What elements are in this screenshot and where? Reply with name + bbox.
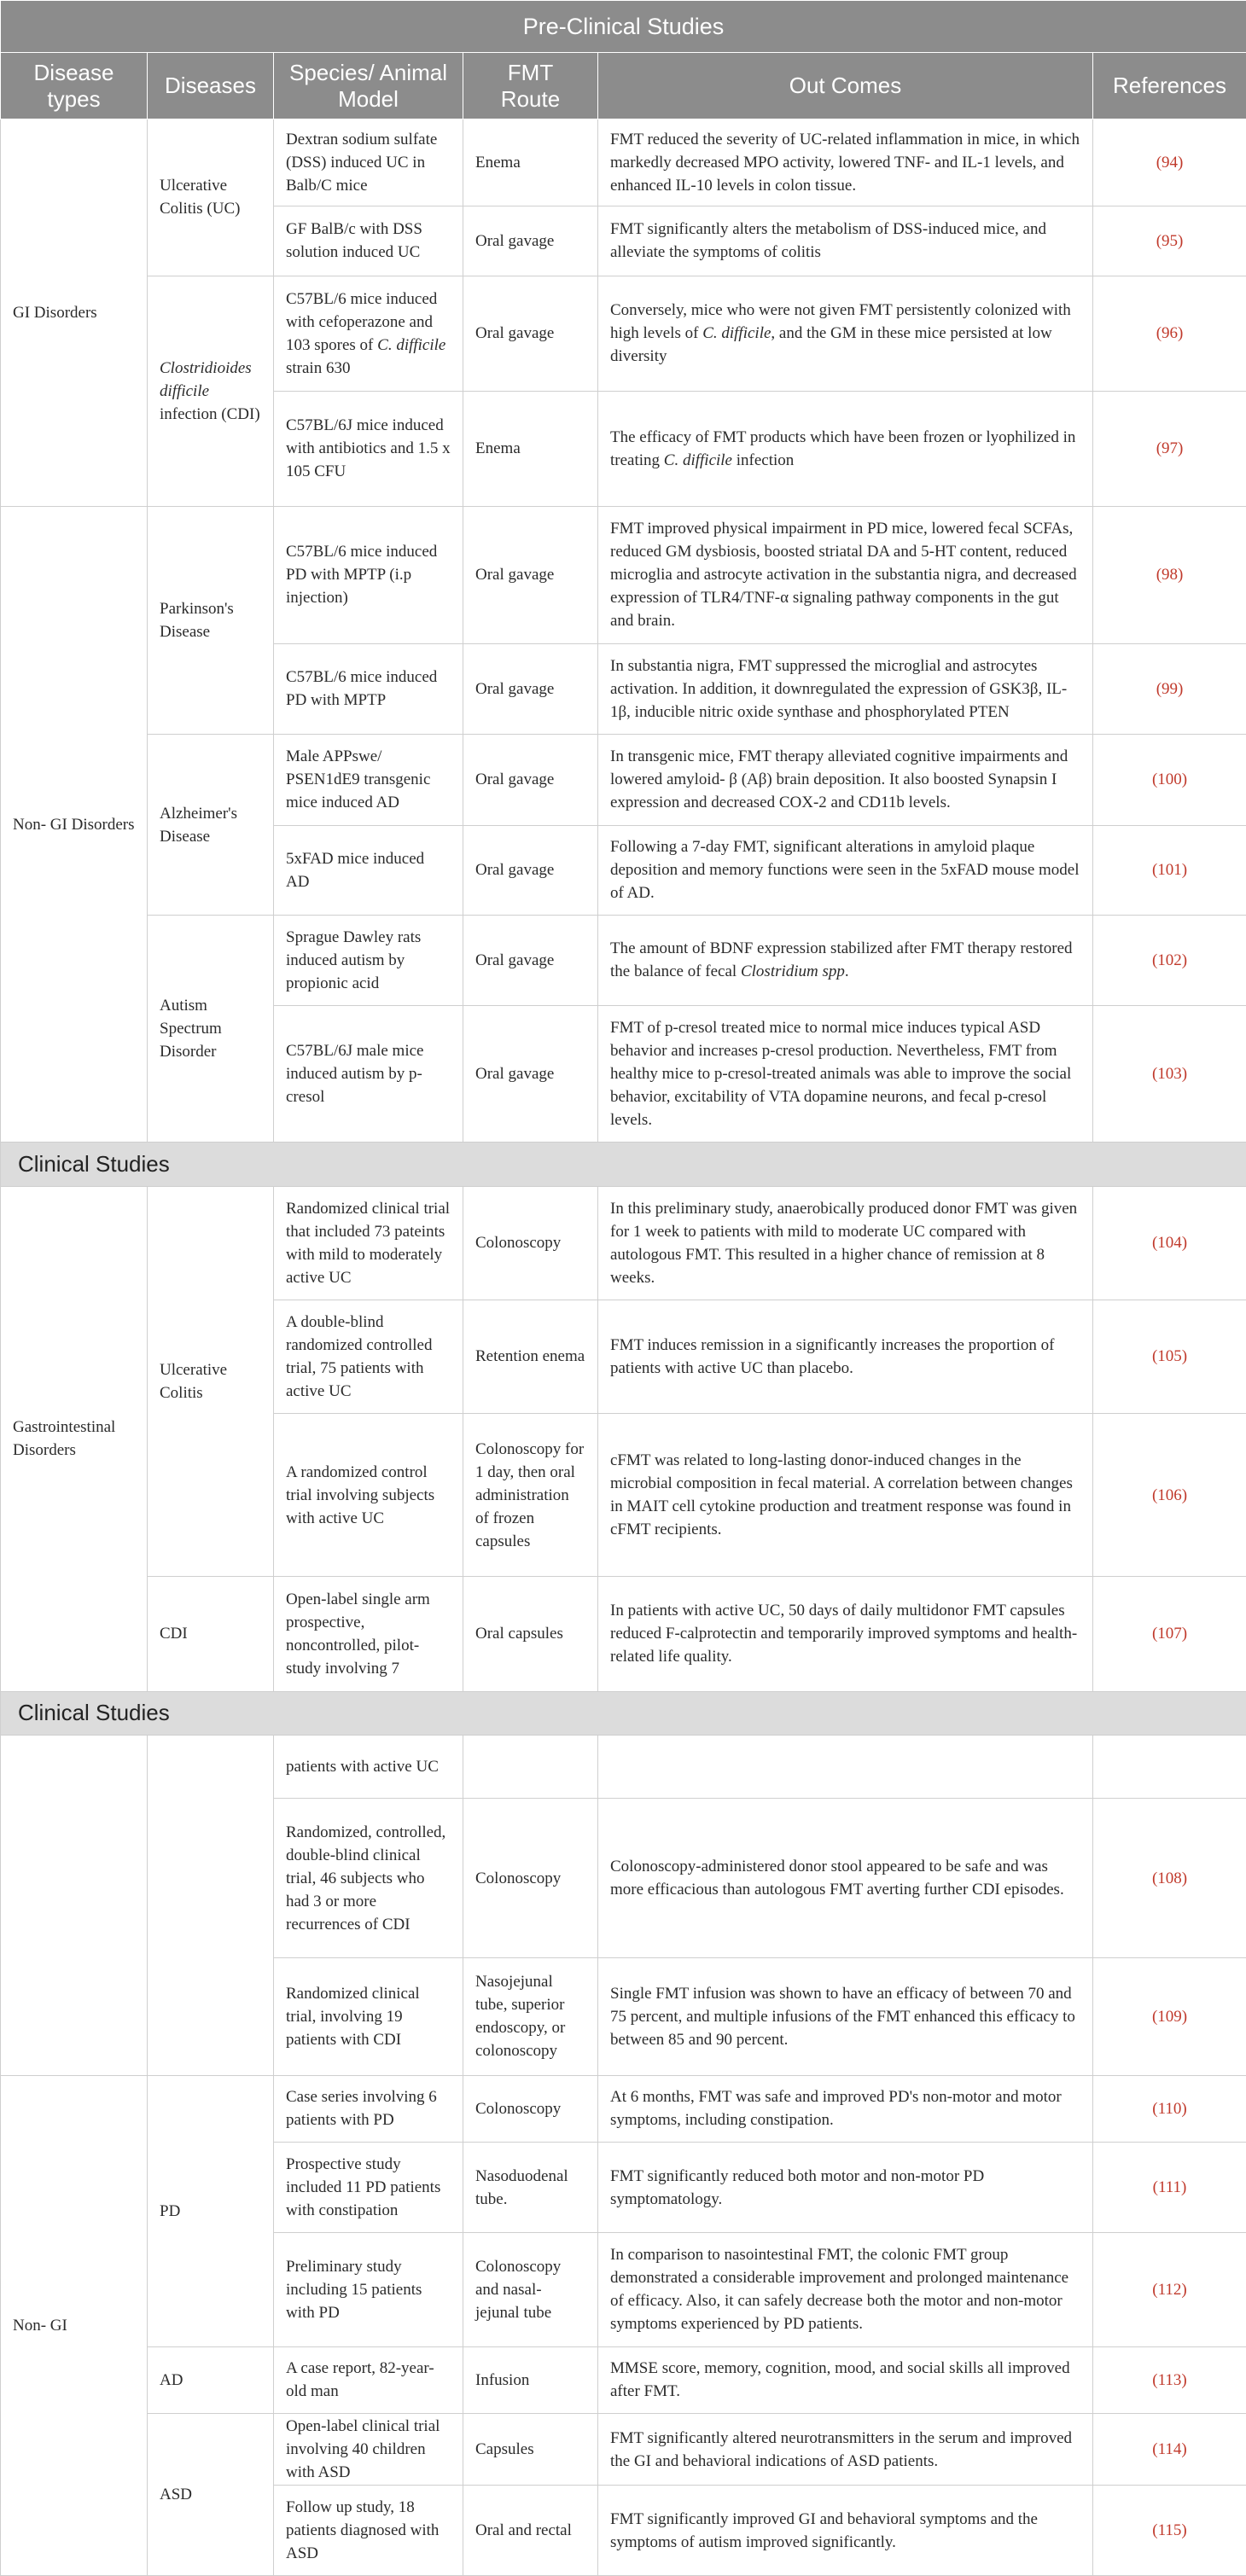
reference-link[interactable]: (113) — [1093, 2346, 1246, 2414]
col-header-disease-types: Disease types — [1, 53, 148, 119]
route-cell: Oral gavage — [463, 206, 598, 276]
route-cell: Colonoscopy — [463, 1799, 598, 1957]
model-cell: C57BL/6 mice induced PD with MPTP (i.p injection) — [274, 506, 463, 643]
model-cell: patients with active UC — [274, 1735, 463, 1799]
outcome-cell: In patients with active UC, 50 days of daily multidonor FMT capsules reduced F-calprotectin and temporarily improved symptoms and health-related life quality. — [598, 1577, 1093, 1691]
model-cell: A double-blind randomized controlled trial, 75 patients with active UC — [274, 1300, 463, 1413]
reference-link[interactable]: (110) — [1093, 2076, 1246, 2143]
route-cell: Oral gavage — [463, 735, 598, 826]
outcome-cell: Single FMT infusion was shown to have an efficacy of between 70 and 75 percent, and multiple infusions of the FMT enhanced this efficacy to between 85 and 90 percent. — [598, 1957, 1093, 2075]
reference-link[interactable]: (108) — [1093, 1799, 1246, 1957]
model-cell: Dextran sodium sulfate (DSS) induced UC in Balb/C mice — [274, 119, 463, 206]
model-cell: Prospective study included 11 PD patients with constipation — [274, 2142, 463, 2233]
model-cell: C57BL/6J mice induced with antibiotics and 1.5 x 105 CFU — [274, 391, 463, 506]
outcome-cell: The efficacy of FMT products which have been frozen or lyophilized in treating C. difficile infection — [598, 391, 1093, 506]
disease-cell: Alzheimer's Disease — [148, 735, 274, 916]
route-cell: Oral gavage — [463, 276, 598, 391]
model-cell: Randomized, controlled, double-blind clinical trial, 46 subjects who had 3 or more recurrences of CDI — [274, 1799, 463, 1957]
outcome-cell: FMT of p-cresol treated mice to normal mice induces typical ASD behavior and increases p-cresol production. Nevertheless, FMT from healthy mice to p-cresol-treated animals was able to improve the social behavior, excitability of VTA dopamine neurons, and fecal p-cresol levels. — [598, 1005, 1093, 1143]
table-row — [1, 1735, 1246, 1799]
route-cell: Nasojejunal tube, superior endoscopy, or colonoscopy — [463, 1957, 598, 2075]
table-row — [1, 1186, 1246, 1300]
model-cell: C57BL/6 mice induced with cefoperazone and 103 spores of C. difficile strain 630 — [274, 276, 463, 391]
outcome-cell: FMT significantly alters the metabolism of DSS-induced mice, and alleviate the symptoms of colitis — [598, 206, 1093, 276]
disease-cell: Autism Spectrum Disorder — [148, 916, 274, 1143]
outcome-cell: MMSE score, memory, cognition, mood, and social skills all improved after FMT. — [598, 2346, 1093, 2414]
reference-link[interactable]: (97) — [1093, 391, 1246, 506]
outcome-cell: Colonoscopy-administered donor stool appeared to be safe and was more efficacious than autologous FMT averting further CDI episodes. — [598, 1799, 1093, 1957]
outcome-cell: Following a 7-day FMT, significant alterations in amyloid plaque deposition and memory functions were seen in the 5xFAD mouse model of AD. — [598, 825, 1093, 915]
section-heading: Clinical Studies — [1, 1143, 1246, 1186]
reference-link[interactable]: (98) — [1093, 506, 1246, 643]
reference-link[interactable]: (111) — [1093, 2142, 1246, 2233]
title-row — [1, 1, 1246, 53]
disease-cell: PD — [148, 2076, 274, 2346]
route-cell: Oral gavage — [463, 506, 598, 643]
outcome-cell: FMT reduced the severity of UC-related inflammation in mice, in which markedly decreased MPO activity, lowered TNF- and IL-1 levels, and enhanced IL-10 levels in colon tissue. — [598, 119, 1093, 206]
table-row — [1, 916, 1246, 1005]
disease-type-cell: GI Disorders — [1, 119, 148, 507]
outcome-cell: The amount of BDNF expression stabilized after FMT therapy restored the balance of fecal Clostridium spp. — [598, 916, 1093, 1005]
route-cell: Oral and rectal — [463, 2486, 598, 2576]
reference-link[interactable]: (104) — [1093, 1186, 1246, 1300]
model-cell: Follow up study, 18 patients diagnosed with ASD — [274, 2486, 463, 2576]
disease-type-cell: Non- GI — [1, 2076, 148, 2576]
route-cell: Oral capsules — [463, 1577, 598, 1691]
route-cell: Colonoscopy — [463, 2076, 598, 2143]
table-row — [1, 119, 1246, 206]
disease-cell: Ulcerative Colitis (UC) — [148, 119, 274, 276]
disease-cell: AD — [148, 2346, 274, 2414]
route-cell: Capsules — [463, 2414, 598, 2486]
model-cell: Male APPswe/ PSEN1dE9 transgenic mice induced AD — [274, 735, 463, 826]
disease-cell — [148, 1735, 274, 2075]
col-header-outcomes: Out Comes — [598, 53, 1093, 119]
reference-link[interactable]: (101) — [1093, 825, 1246, 915]
route-cell: Colonoscopy for 1 day, then oral administration of frozen capsules — [463, 1413, 598, 1577]
route-cell: Oral gavage — [463, 643, 598, 735]
section-row — [1, 1143, 1246, 1186]
section-row — [1, 1691, 1246, 1735]
outcome-cell: FMT significantly altered neurotransmitters in the serum and improved the GI and behavioral indications of ASD patients. — [598, 2414, 1093, 2486]
route-cell: Enema — [463, 391, 598, 506]
col-header-references: References — [1093, 53, 1246, 119]
reference-link[interactable]: (99) — [1093, 643, 1246, 735]
route-cell: Oral gavage — [463, 825, 598, 915]
model-cell: Preliminary study including 15 patients with PD — [274, 2233, 463, 2346]
route-cell: Oral gavage — [463, 1005, 598, 1143]
model-cell: Open-label single arm prospective, noncontrolled, pilot-study involving 7 — [274, 1577, 463, 1691]
outcome-cell: In this preliminary study, anaerobically produced donor FMT was given for 1 week to patients with mild to moderate UC compared with autologous FMT. This resulted in a higher chance of remission at 8 weeks. — [598, 1186, 1093, 1300]
reference-link[interactable]: (100) — [1093, 735, 1246, 826]
table-row — [1, 1577, 1246, 1691]
table-title: Pre-Clinical Studies — [1, 1, 1246, 53]
model-cell: A case report, 82-year-old man — [274, 2346, 463, 2414]
disease-cell — [148, 276, 274, 506]
disease-type-cell: Gastrointestinal Disorders — [1, 1186, 148, 1691]
model-cell: Open-label clinical trial involving 40 children with ASD — [274, 2414, 463, 2486]
col-header-route: FMT Route — [463, 53, 598, 119]
reference-link[interactable]: (107) — [1093, 1577, 1246, 1691]
outcome-cell: In transgenic mice, FMT therapy alleviated cognitive impairments and lowered amyloid- β (Aβ) brain deposition. It also boosted Synapsin I expression and decreased COX-2 and CD11b levels. — [598, 735, 1093, 826]
model-cell: Case series involving 6 patients with PD — [274, 2076, 463, 2143]
disease-cell: ASD — [148, 2414, 274, 2576]
table-row — [1, 506, 1246, 643]
table-row — [1, 735, 1246, 826]
table-row — [1, 2076, 1246, 2143]
model-cell: 5xFAD mice induced AD — [274, 825, 463, 915]
model-cell: A randomized control trial involving subjects with active UC — [274, 1413, 463, 1577]
section-heading: Clinical Studies — [1, 1691, 1246, 1735]
reference-link[interactable]: (112) — [1093, 2233, 1246, 2346]
table-row — [1, 2346, 1246, 2414]
reference-link[interactable]: (95) — [1093, 206, 1246, 276]
reference-link[interactable]: (102) — [1093, 916, 1246, 1005]
model-cell: GF BalB/c with DSS solution induced UC — [274, 206, 463, 276]
reference-link[interactable]: (94) — [1093, 119, 1246, 206]
disease-cell: Ulcerative Colitis — [148, 1186, 274, 1577]
disease-cell: Parkinson's Disease — [148, 506, 274, 734]
model-cell: Sprague Dawley rats induced autism by propionic acid — [274, 916, 463, 1005]
outcome-cell: FMT induces remission in a significantly increases the proportion of patients with active UC than placebo. — [598, 1300, 1093, 1413]
outcome-cell — [598, 1735, 1093, 1799]
reference-link[interactable]: (103) — [1093, 1005, 1246, 1143]
route-cell: Retention enema — [463, 1300, 598, 1413]
outcome-cell: Conversely, mice who were not given FMT persistently colonized with high levels of C. difficile, and the GM in these mice persisted at low diversity — [598, 276, 1093, 391]
route-cell: Enema — [463, 119, 598, 206]
route-cell: Nasoduodenal tube. — [463, 2142, 598, 2233]
model-cell: C57BL/6J male mice induced autism by p-cresol — [274, 1005, 463, 1143]
reference-link[interactable]: (115) — [1093, 2486, 1246, 2576]
route-cell: Oral gavage — [463, 916, 598, 1005]
disease-cell: CDI — [148, 1577, 274, 1691]
table-row — [1, 2414, 1246, 2486]
outcome-cell: In comparison to nasointestinal FMT, the colonic FMT group demonstrated a considerable improvement and prolonged maintenance of efficacy. Also, it can safely decrease both the motor and non-motor symptoms experienced by PD patients. — [598, 2233, 1093, 2346]
disease-name-rest: infection (CDI) — [160, 404, 260, 423]
outcome-cell: FMT significantly improved GI and behavioral symptoms and the symptoms of autism improved significantly. — [598, 2486, 1093, 2576]
col-header-model: Species/ Animal Model — [274, 53, 463, 119]
reference-link[interactable]: (96) — [1093, 276, 1246, 391]
reference-link[interactable]: (109) — [1093, 1957, 1246, 2075]
reference-link[interactable]: (105) — [1093, 1300, 1246, 1413]
reference-link[interactable]: (114) — [1093, 2414, 1246, 2486]
disease-name-italic: Clostridioides difficile — [160, 358, 252, 400]
col-header-diseases: Diseases — [148, 53, 274, 119]
outcome-cell: In substantia nigra, FMT suppressed the microglial and astrocytes activation. In addition, it downregulated the expression of GSK3β, IL-1β, inducible nitric oxide synthase and phosphorylated PTEN — [598, 643, 1093, 735]
outcome-cell: FMT significantly reduced both motor and non-motor PD symptomatology. — [598, 2142, 1093, 2233]
disease-type-cell: Non- GI Disorders — [1, 506, 148, 1143]
outcome-cell: FMT improved physical impairment in PD mice, lowered fecal SCFAs, reduced GM dysbiosis, boosted striatal DA and 5-HT content, reduced microglia and astrocyte activation in the substantia nigra, and decreased expression of TLR4/TNF-α signaling pathway components in the gut and brain. — [598, 506, 1093, 643]
outcome-cell: At 6 months, FMT was safe and improved PD's non-motor and motor symptoms, including constipation. — [598, 2076, 1093, 2143]
reference-cell — [1093, 1735, 1246, 1799]
model-cell: Randomized clinical trial that included 73 pateints with mild to moderately active UC — [274, 1186, 463, 1300]
route-cell: Colonoscopy — [463, 1186, 598, 1300]
model-cell: Randomized clinical trial, involving 19 patients with CDI — [274, 1957, 463, 2075]
route-cell — [463, 1735, 598, 1799]
model-cell: C57BL/6 mice induced PD with MPTP — [274, 643, 463, 735]
route-cell: Infusion — [463, 2346, 598, 2414]
header-row — [1, 53, 1246, 119]
route-cell: Colonoscopy and nasal-jejunal tube — [463, 2233, 598, 2346]
reference-link[interactable]: (106) — [1093, 1413, 1246, 1577]
table-row — [1, 276, 1246, 391]
outcome-cell: cFMT was related to long-lasting donor-induced changes in the microbial composition in fecal material. A correlation between changes in MAIT cell cytokine production and treatment response was found in cFMT recipients. — [598, 1413, 1093, 1577]
disease-type-cell — [1, 1735, 148, 2075]
